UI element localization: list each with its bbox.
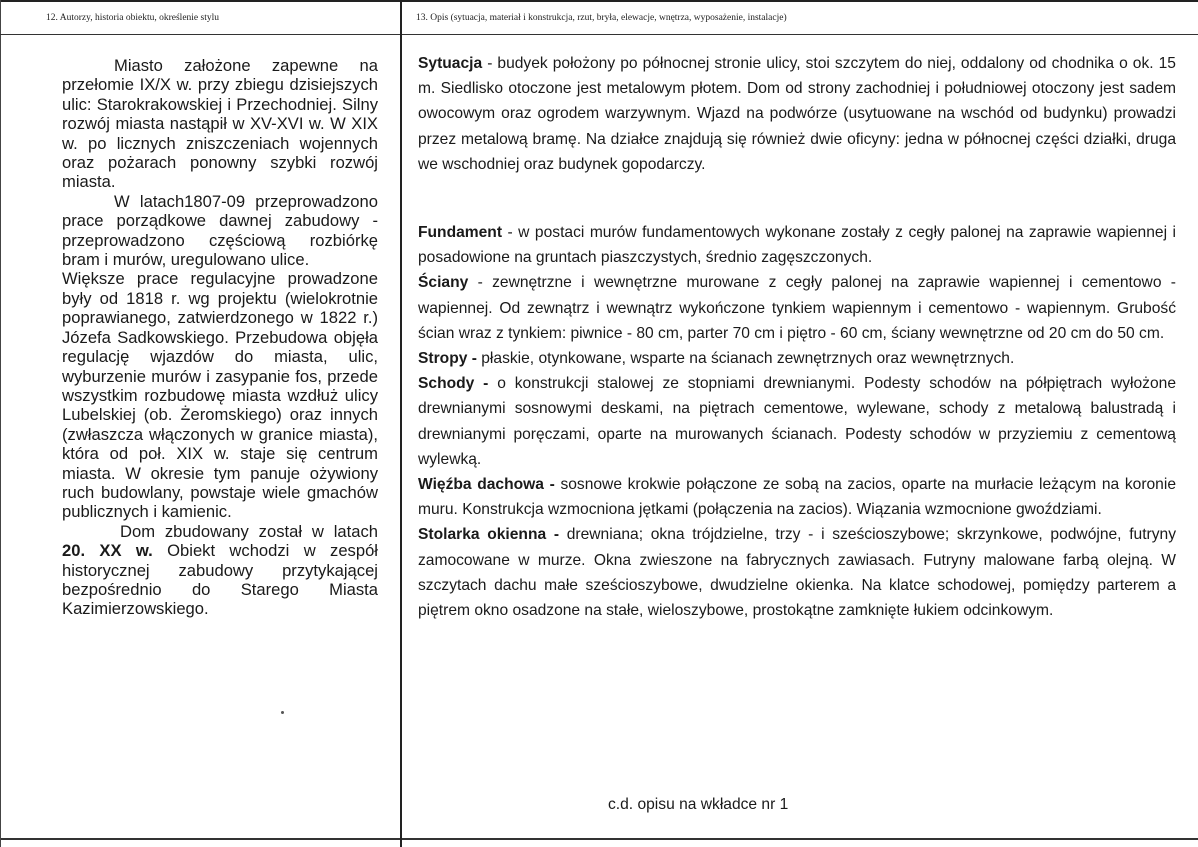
roof-text: sosnowe krokwie połączone ze sobą na zacios, oparte na murłacie leżącym na koronie muru. Konstrukcja wzmocniona jętkami (połączenia na zacios). Wiązania wzmocnione gwoździami. — [418, 476, 1176, 519]
page-frame-top — [0, 0, 1198, 2]
ceilings-paragraph — [418, 346, 1176, 371]
history-paragraph-3: Większe prace regulacyjne prowadzone były od 1818 r. wg projektu (wielokrotnie poprawianego, zatwierdzonego w 1822 r.) Józefa Sadkowskiego. Przebudowa objęła regulację wjazdów do miasta, ulic, wyburzenie murów i zasypanie fos, przede wszystkim rozbudowę miasta wzdłuż ulicy Lubelskiej (ob. Żeromskiego) oraz innych (zwłaszcza włączonych w granice miasta), która od poł. XIX w. staje się centrum miasta. W okresie tym panuje ożywiony ruch budowlany, powstaje wiele gmachów publicznych i kamienic. — [62, 269, 378, 522]
foundation-paragraph — [418, 220, 1176, 270]
stairs-term: Schody - — [418, 375, 489, 393]
windows-term: Stolarka okienna - — [418, 526, 560, 544]
situation-term: Sytuacja — [418, 55, 483, 72]
roof-term: Więźba dachowa - — [418, 476, 555, 494]
walls-paragraph — [418, 270, 1176, 346]
history-column — [62, 56, 378, 619]
construction-date-intro: Dom zbudowany został w latach — [120, 521, 378, 541]
description-column — [418, 51, 1176, 623]
history-paragraph-4 — [62, 522, 378, 619]
history-paragraph-1: Miasto założone zapewne na przełomie IX/X w. przy zbiegu dzisiejszych ulic: Starokrakowskiej i Przechodniej. Silny rozwój miasta nastąpił w XV-XVI w. W XIX w. po licznych zniszczeniach wojennych oraz pożarach ponowny szybki rozwój miasta. — [62, 56, 378, 192]
column-divider — [400, 0, 402, 847]
walls-term: Ściany — [418, 274, 469, 292]
ceilings-term: Stropy - — [418, 350, 477, 368]
complex-membership-text: Obiekt wchodzi w zespół historycznej zabudowy przytykającej bezpośrednio do Starego Miasta Kazimierzowskiego. — [62, 541, 378, 619]
section-13-header: 13. Opis (sytuacja, materiał i konstrukcja, rzut, bryła, elewacje, wnętrza, wyposażenie, instalacje) — [416, 13, 787, 23]
ceilings-text: płaskie, otynkowane, wsparte na ścianach zewnętrznych oraz wewnętrznych. — [476, 350, 1015, 368]
page-frame-bottom — [0, 838, 1198, 840]
header-rule-right — [402, 34, 1198, 35]
windows-text: drewniana; okna trójdzielne, trzy - i sześcioszybowe; skrzynkowe, podwójne, futryny zamocowane w murze. Okna zwieszone na fabrycznych zawiasach. Futryny malowane farbą olejną. W szczytach dachu małe sześcioszybowe, dwudzielne okienka. Na klatce schodowej, pomiędzy parterem a piętrem okno osadzone na stałe, wieloszybowe, prostokątne zamknięte łukiem odcinkowym. — [418, 526, 1176, 620]
walls-text: - zewnętrzne i wewnętrzne murowane z cegły palonej na zaprawie wapiennej i cementowo - wapiennej. Od zewnątrz i wewnątrz wykończone tynkiem wapiennym i cementowo - wapiennym. Grubość ścian wraz z tynkiem: piwnice - 80 cm, parter 70 cm i piętro - 60 cm, ściany wewnętrzne od 20 cm do 50 cm. — [418, 274, 1176, 342]
roof-paragraph — [418, 472, 1176, 522]
history-paragraph-2: W latach1807-09 przeprowadzono prace porządkowe dawnej zabudowy - przeprowadzono częściową rozbiórkę bram i murów, uregulowano ulice. — [62, 191, 378, 270]
header-rule-left — [0, 34, 400, 35]
scan-speck — [281, 711, 284, 714]
paragraph-gap — [418, 177, 1176, 220]
situation-paragraph — [418, 51, 1176, 177]
stairs-text: o konstrukcji stalowej ze stopniami drewnianymi. Podesty schodów na półpiętrach wyłożone drewnianymi sosnowymi deskami, na piętrach cementowe, wylewane, schody z metalową balustradą i drewnianymi poręczami, oparte na murowanych ścianach. Podesty schodów w przyziemiu z cementową wylewką. — [418, 375, 1176, 468]
continuation-note: c.d. opisu na wkładce nr 1 — [608, 796, 789, 813]
section-12-header: 12. Autorzy, historia obiektu, określenie stylu — [46, 13, 219, 23]
foundation-text: - w postaci murów fundamentowych wykonane zostały z cegły palonej na zaprawie wapiennej i posadowione na gruntach piaszczystych, średnio zagęszczonych. — [418, 224, 1176, 267]
foundation-term: Fundament — [418, 224, 503, 242]
windows-paragraph — [418, 522, 1176, 623]
stairs-paragraph — [418, 371, 1176, 472]
situation-text: - budyek położony po północnej stronie ulicy, stoi szczytem do niej, oddalony od chodnika o ok. 15 m. Siedlisko otoczone jest metalowym płotem. Dom od strony zachodniej i południowej otoczony jest sadem owocowym oraz ogrodem warzywnym. Wjazd na podwórze (usytuowane na wschód od budynku) prowadzi przez metalową bramę. Na działce znajdują się również dwie oficyny: jedna w północnej części działki, druga we wschodniej oraz budynek gopodarczy. — [418, 55, 1176, 173]
page-frame-left — [0, 0, 1, 847]
construction-date: 20. XX w. — [62, 541, 153, 561]
